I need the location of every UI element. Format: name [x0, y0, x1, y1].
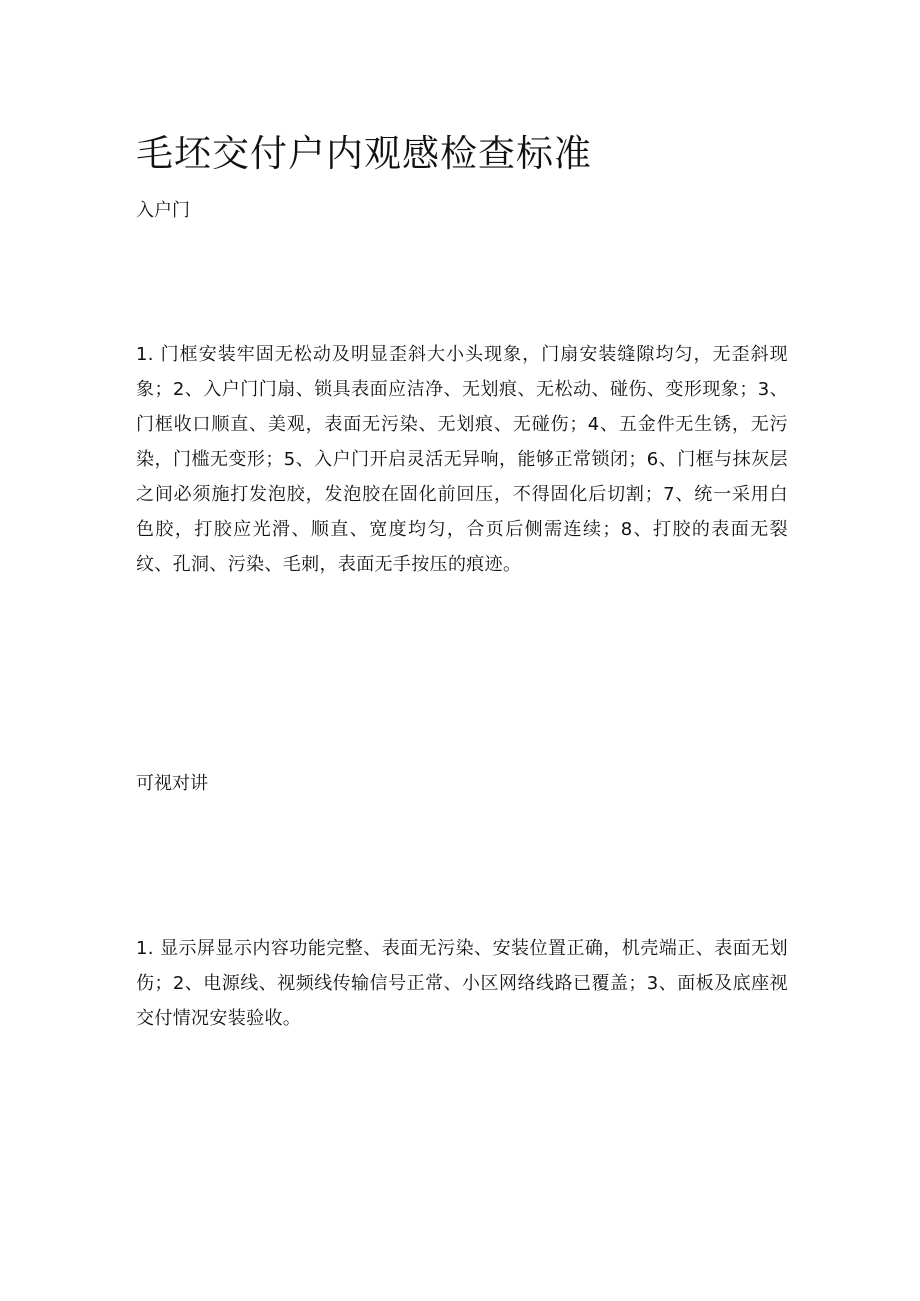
- section-body-video-intercom: 1. 显示屏显示内容功能完整、表面无污染、安装位置正确，机壳端正、表面无划伤；2、电源线、视频线传输信号正常、小区网络线路已覆盖；3、面板及底座视交付情况安装验收。: [136, 938, 788, 1029]
- section-body-entry-door: 1. 门框安装牢固无松动及明显歪斜大小头现象，门扇安装缝隙均匀，无歪斜现象；2、入户门门扇、锁具表面应洁净、无划痕、无松动、碰伤、变形现象；3、门框收口顺直、美观，表面无污染、无划痕、无碰伤；4、五金件无生锈，无污染，门槛无变形；5、入户门开启灵活无异响，能够正常锁闭；6、门框与抹灰层之间必须施打发泡胶，发泡胶在固化前回压，不得固化后切割；7、统一采用白色胶，打胶应光滑、顺直、宽度均匀，合页后侧需连续；8、打胶的表面无裂纹、孔洞、污染、毛刺，表面无手按压的痕迹。: [136, 344, 788, 575]
- section-heading-entry-door: 入户门: [136, 200, 190, 221]
- document-title: 毛坯交付户内观感检查标准: [136, 132, 592, 175]
- section-heading-video-intercom: 可视对讲: [136, 773, 208, 794]
